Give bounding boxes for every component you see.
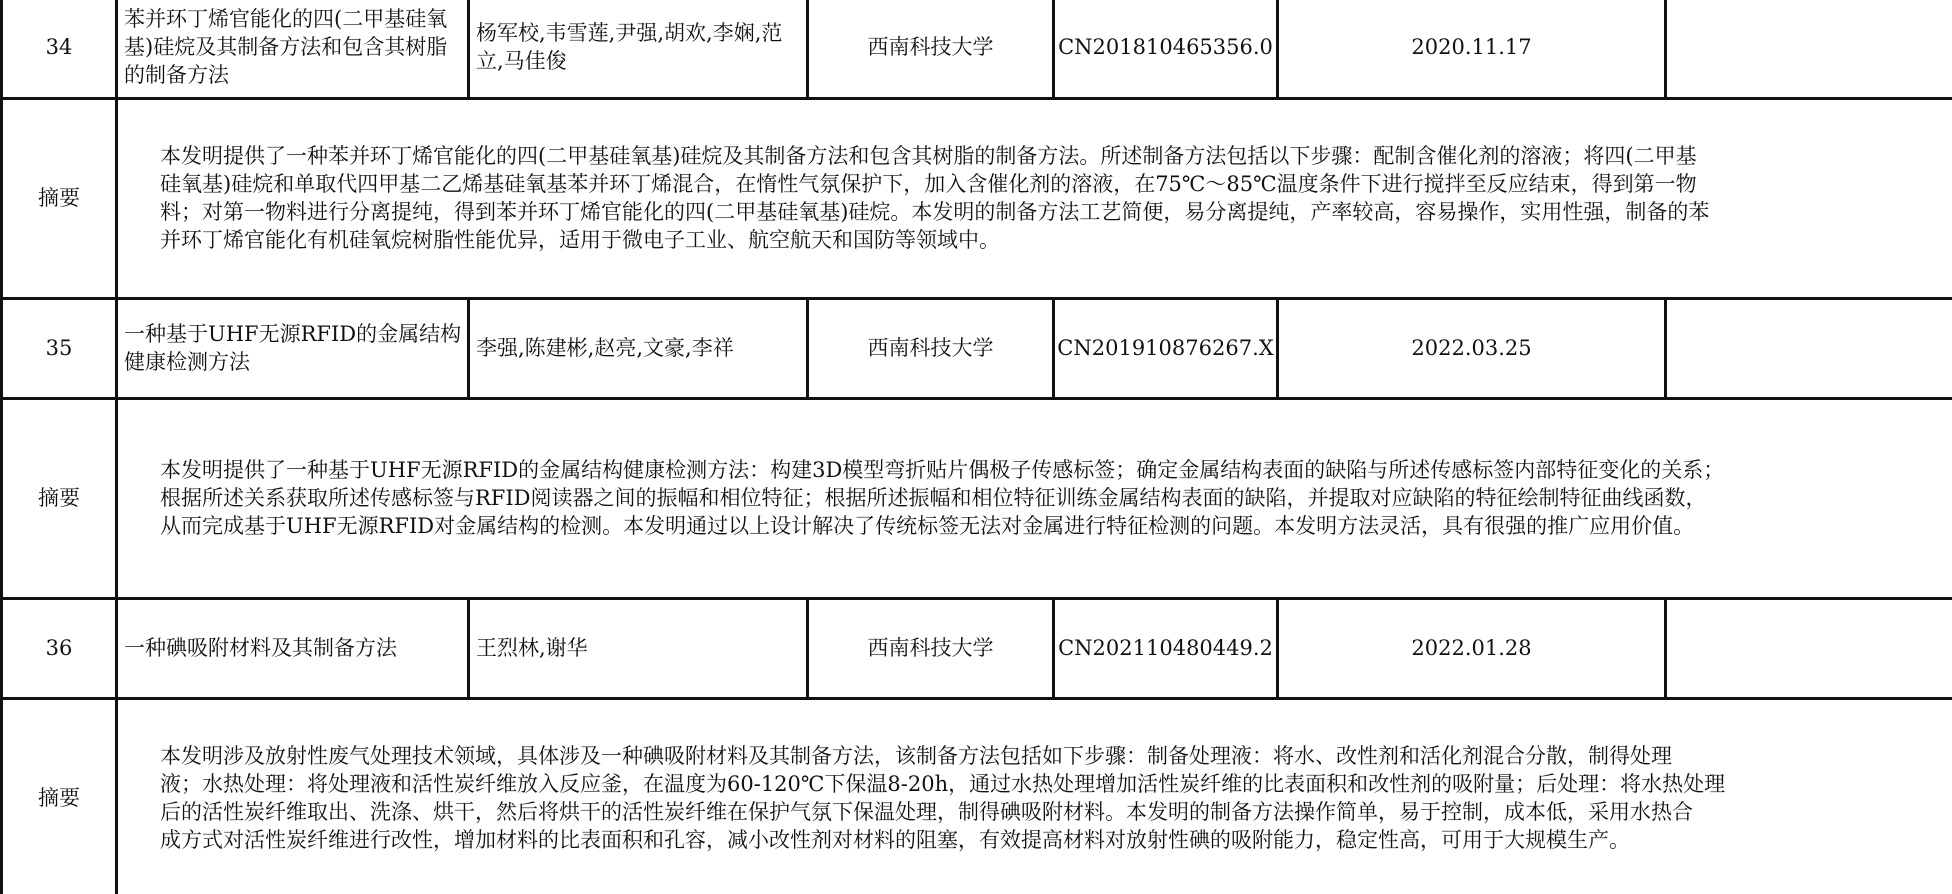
organization: 西南科技大学 <box>808 598 1054 698</box>
abstract-label: 摘要 <box>2 698 117 894</box>
abstract-line: 本发明提供了一种基于UHF无源RFID的金属结构健康检测方法：构建3D模型弯折贴片偶极子传感标签；确定金属结构表面的缺陷与所述传感标签内部特征变化的关系； <box>160 458 1725 482</box>
patent-title: 苯并环丁烯官能化的四(二甲基硅氧基)硅烷及其制备方法和包含其树脂的制备方法 <box>117 0 469 98</box>
organization: 西南科技大学 <box>808 298 1054 398</box>
abstract-line: 液；水热处理：将处理液和活性炭纤维放入反应釜，在温度为60-120℃下保温8-20h，通过水热处理增加活性炭纤维的比表面积和改性剂的吸附量；后处理：将水热处理 <box>160 772 1726 796</box>
patent-row <box>2 298 1952 398</box>
empty-cell <box>1666 298 1952 398</box>
empty-cell <box>1666 598 1952 698</box>
record-number: 34 <box>2 0 117 98</box>
abstract-text <box>117 398 1952 598</box>
abstract-row <box>2 98 1952 298</box>
abstract-line: 从而完成基于UHF无源RFID对金属结构的检测。本发明通过以上设计解决了传统标签无法对金属进行特征检测的问题。本发明方法灵活，具有很强的推广应用价值。 <box>160 514 1695 538</box>
abstract-line: 成方式对活性炭纤维进行改性，增加材料的比表面积和孔容，减小改性剂对材料的阻塞，有效提高材料对放射性碘的吸附能力，稳定性高，可用于大规模生产。 <box>160 828 1630 852</box>
patent-title: 一种基于UHF无源RFID的金属结构健康检测方法 <box>117 298 469 398</box>
inventor-list: 王烈林,谢华 <box>469 598 808 698</box>
abstract-line: 本发明提供了一种苯并环丁烯官能化的四(二甲基硅氧基)硅烷及其制备方法和包含其树脂的制备方法。所述制备方法包括以下步骤：配制含催化剂的溶液；将四(二甲基 <box>160 144 1697 168</box>
application-number: CN201810465356.0 <box>1054 0 1278 98</box>
date: 2020.11.17 <box>1278 0 1666 98</box>
abstract-line: 本发明涉及放射性废气处理技术领域，具体涉及一种碘吸附材料及其制备方法，该制备方法包括如下步骤：制备处理液：将水、改性剂和活化剂混合分散，制得处理 <box>160 744 1672 768</box>
abstract-line: 料；对第一物料进行分离提纯，得到苯并环丁烯官能化的四(二甲基硅氧基)硅烷。本发明的制备方法工艺简便，易分离提纯，产率较高，容易操作，实用性强，制备的苯 <box>160 200 1710 224</box>
date: 2022.01.28 <box>1278 598 1666 698</box>
patent-row <box>2 0 1952 98</box>
inventor-list: 李强,陈建彬,赵亮,文豪,李祥 <box>469 298 808 398</box>
application-number: CN202110480449.2 <box>1054 598 1278 698</box>
application-number: CN201910876267.X <box>1054 298 1278 398</box>
record-number: 36 <box>2 598 117 698</box>
empty-cell <box>1666 0 1952 98</box>
patent-title: 一种碘吸附材料及其制备方法 <box>117 598 469 698</box>
abstract-line: 根据所述关系获取所述传感标签与RFID阅读器之间的振幅和相位特征；根据所述振幅和相位特征训练金属结构表面的缺陷，并提取对应缺陷的特征绘制特征曲线函数， <box>160 486 1707 510</box>
record-number: 35 <box>2 298 117 398</box>
date: 2022.03.25 <box>1278 298 1666 398</box>
abstract-line: 并环丁烯官能化有机硅氧烷树脂性能优异，适用于微电子工业、航空航天和国防等领域中。 <box>160 228 1000 252</box>
abstract-text <box>117 698 1952 894</box>
abstract-label: 摘要 <box>2 98 117 298</box>
abstract-label: 摘要 <box>2 398 117 598</box>
inventor-list: 杨军校,韦雪莲,尹强,胡欢,李娴,范立,马佳俊 <box>469 0 808 98</box>
abstract-row <box>2 698 1952 894</box>
abstract-text <box>117 98 1952 298</box>
patent-row <box>2 598 1952 698</box>
abstract-line: 硅氧基)硅烷和单取代四甲基二乙烯基硅氧基苯并环丁烯混合，在惰性气氛保护下，加入含催化剂的溶液，在75℃～85℃温度条件下进行搅拌至反应结束，得到第一物 <box>160 172 1697 196</box>
abstract-line: 后的活性炭纤维取出、洗涤、烘干，然后将烘干的活性炭纤维在保护气氛下保温处理，制得碘吸附材料。本发明的制备方法操作简单，易于控制，成本低，采用水热合 <box>160 800 1693 824</box>
abstract-row <box>2 398 1952 598</box>
organization: 西南科技大学 <box>808 0 1054 98</box>
